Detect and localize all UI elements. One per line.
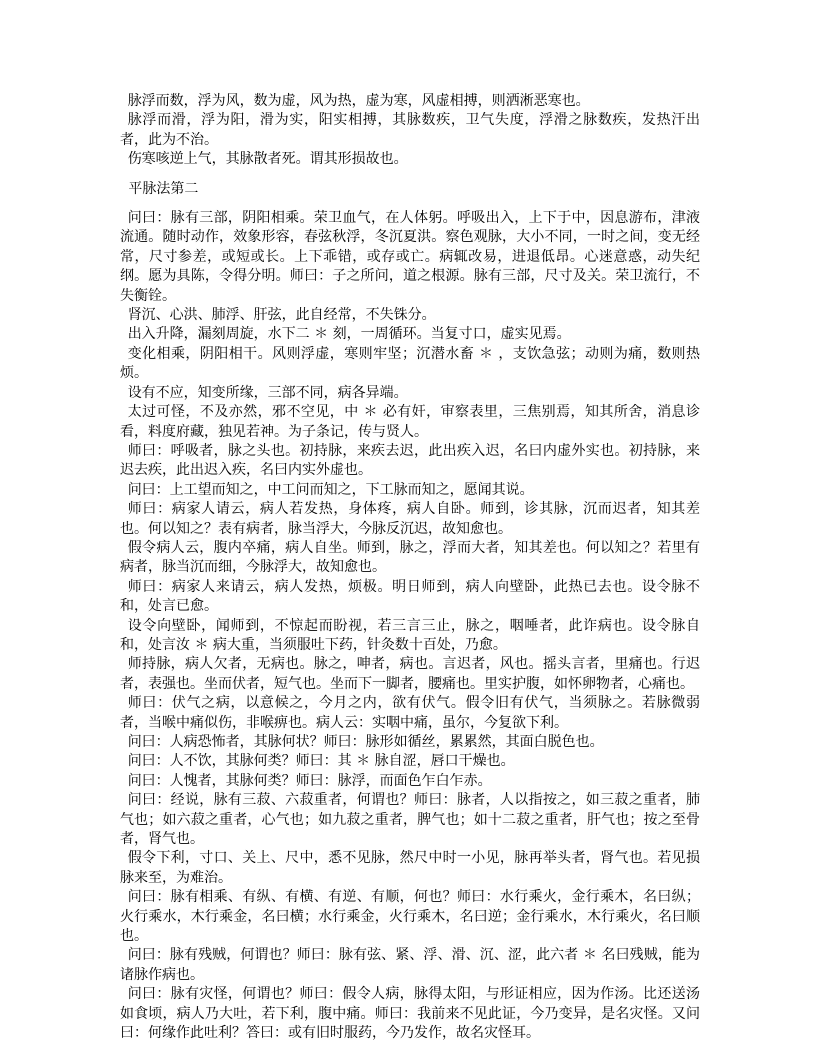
body-paragraph-10: 假令病人云，腹内卒痛，病人自坐。师到，脉之，浮而大者，知其差也。何以知之？若里有病者，脉当沉而细，今脉浮大，故知愈也。	[120, 539, 700, 576]
body-paragraph-1: 问曰：脉有三部，阴阳相乘。荣卫血气，在人体躬。呼吸出入，上下于中，因息游布，津液流通。随时动作，效象形容，春弦秋浮，冬沉夏洪。察色观脉，大小不同，一时之间，变无经常，尺寸参差，或短或长。上下乖错，或存或亡。病辄改易，进退低昂。心迷意惑，动失纪纲。愿为具陈，令得分明。师曰：子之所问，道之根源。脉有三部，尺寸及关。荣卫流行，不失衡铨。	[120, 210, 700, 304]
body-paragraph-6: 太过可怪，不及亦然，邪不空见，中 ＊ 必有奸，审察表里，三焦别焉，知其所舍，消息诊看，料度府藏，独见若神。为子条记，传与贤人。	[120, 404, 700, 440]
spacer	[120, 170, 700, 180]
body-paragraph-8: 问曰：上工望而知之，中工问而知之，下工脉而知之，愿闻其说。	[127, 481, 534, 498]
intro-paragraph-3: 伤寒咳逆上气，其脉散者死。谓其形损故也。	[127, 151, 408, 168]
body-paragraph-22: 问曰：脉有灾怪，何谓也？师曰：假令人病，脉得太阳，与形证相应，因为作汤。比还送汤如食顷，病人乃大吐，若下利，腹中痛。师曰：我前来不见此证，今乃变异，是名灾怪。又问曰：何缘作此吐利？答曰：或有旧时服药，今乃发作，故名灾怪耳。	[120, 986, 700, 1042]
intro-paragraph-2: 脉浮而滑，浮为阳，滑为实，阳实相搏，其脉数疾，卫气失度，浮滑之脉数疾，发热汗出者，此为不治。	[120, 112, 700, 148]
body-paragraph-18: 问曰：经说，脉有三菽、六菽重者，何谓也？师曰：脉者，人以指按之，如三菽之重者，肺气也；如六菽之重者，心气也；如九菽之重者，脾气也；如十二菽之重者，肝气也；按之至骨者，肾气也。	[120, 792, 700, 848]
body-paragraph-19: 假令下利，寸口、关上、尺中，悉不见脉，然尺中时一小见，脉再举头者，肾气也。若见损脉来至，为难治。	[120, 850, 700, 886]
body-paragraph-9: 师曰：病家人请云，病人若发热，身体疼，病人自卧。师到，诊其脉，沉而迟者，知其差也。何以知之？表有病者，脉当浮大，今脉反沉迟，故知愈也。	[120, 501, 700, 537]
body-paragraph-17: 问曰：人愧者，其脉何类？师曰：脉浮，而面色乍白乍赤。	[127, 772, 492, 789]
body-paragraph-11: 师曰：病家人来请云，病人发热，烦极。明日师到，病人向壁卧，此热已去也。设令脉不和，处言已愈。	[120, 578, 700, 615]
intro-paragraph-1: 脉浮而数，浮为风，数为虚，风为热，虚为寒，风虚相搏，则洒淅恶寒也。	[127, 93, 590, 109]
body-paragraph-14: 师曰：伏气之病，以意候之，今月之内，欲有伏气。假令旧有伏气，当须脉之。若脉微弱者，当喉中痛似伤，非喉痹也。病人云：实咽中痛，虽尔，今复欲下利。	[120, 695, 700, 731]
body-paragraph-7: 师曰：呼吸者，脉之头也。初持脉，来疾去迟，此出疾入迟，名曰内虚外实也。初持脉，来迟去疾，此出迟入疾，名曰内实外虚也。	[120, 442, 700, 479]
body-paragraph-15: 问曰：人病恐怖者，其脉何状？师曰：脉形如循丝，累累然，其面白脱色也。	[127, 734, 604, 750]
body-paragraph-21: 问曰：脉有残贼，何谓也？师曰：脉有弦、紧、浮、滑、沉、涩，此六者 ＊ 名曰残贼，能为诸脉作病也。	[120, 947, 700, 983]
body-paragraph-13: 师持脉，病人欠者，无病也。脉之，呻者，病也。言迟者，风也。摇头言者，里痛也。行迟者，表强也。坐而伏者，短气也。坐而下一脚者，腰痛也。里实护腹，如怀卵物者，心痛也。	[120, 656, 700, 692]
body-paragraph-20: 问曰：脉有相乘、有纵、有横、有逆、有顺，何也？师曰：水行乘火，金行乘木，名曰纵；火行乘水，木行乘金，名曰横；水行乘金，火行乘木，名曰逆；金行乘水，木行乘火，名曰顺也。	[120, 889, 700, 945]
body-paragraph-3: 出入升降，漏刻周旋，水下二 ＊ 刻，一周循环。当复寸口，虚实见焉。	[127, 326, 571, 343]
spacer	[120, 199, 700, 209]
body-paragraph-16: 问曰：人不饮，其脉何类？师曰：其 ＊ 脉自涩，唇口干燥也。	[127, 753, 515, 770]
body-paragraph-4: 变化相乘，阴阳相干。风则浮虚，寒则牢坚；沉潜水畜 ＊ ，支饮急弦；动则为痛，数则热烦。	[120, 345, 700, 382]
body-paragraph-12: 设令向壁卧，闻师到，不惊起而盼视，若三言三止，脉之，咽唾者，此诈病也。设令脉自和，处言汝 ＊ 病大重，当须服吐下药，针灸数十百处，乃愈。	[120, 617, 700, 653]
body-paragraph-2: 肾沉、心洪、肺浮、肝弦，此自经常，不失铢分。	[127, 307, 436, 324]
document-page	[120, 92, 700, 1044]
body-paragraph-5: 设有不应，知变所缘，三部不同，病各异端。	[127, 384, 408, 401]
section-heading: 平脉法第二	[128, 180, 199, 197]
